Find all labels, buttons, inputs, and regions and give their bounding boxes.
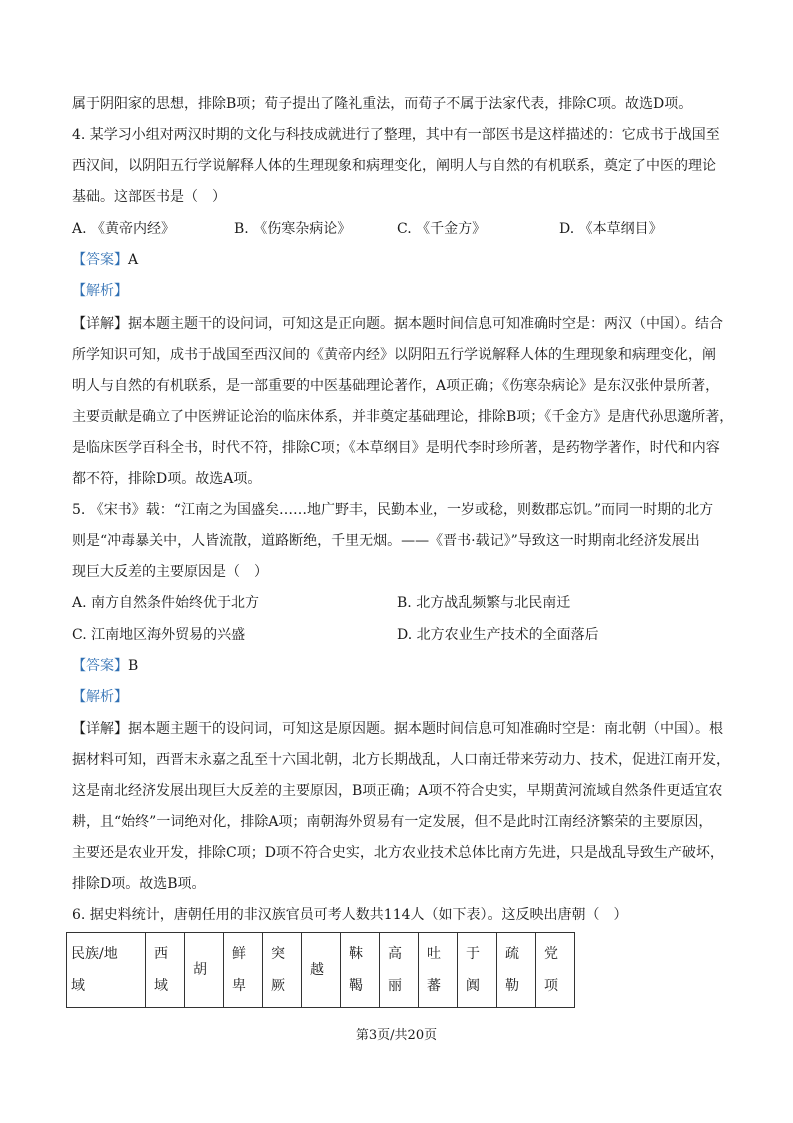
q5-detail-line-2: 据材料可知，西晋末永嘉之乱至十六国北朝，北方长期战乱，人口南迁带来劳动力、技术，促进江南开发， bbox=[72, 752, 730, 768]
cell-text: 阗 bbox=[466, 978, 480, 994]
q4-option-b: B. 《伤寒杂病论》 bbox=[234, 221, 352, 237]
detail-label: 【详解】 bbox=[72, 721, 128, 737]
continued-analysis-line: 属于阴阳家的思想，排除B项；荀子提出了隆礼重法，而荀子不属于法家代表，排除C项。故选D项。 bbox=[72, 96, 693, 112]
q4-detail-line-4: 主要贡献是确立了中医辨证论治的临床体系，并非奠定基础理论，排除B项；《千金方》是唐代孙思邈所著， bbox=[72, 409, 734, 425]
cell-text: 西 bbox=[154, 946, 168, 962]
table-header-cell bbox=[302, 933, 341, 1008]
q5-option-b: B. 北方战乱频繁与北民南迁 bbox=[397, 595, 571, 611]
cell-text: 鞨 bbox=[349, 978, 363, 994]
table-header-cell bbox=[341, 933, 380, 1008]
q4-analysis-label bbox=[72, 281, 128, 301]
cell-text: 于 bbox=[466, 946, 480, 962]
cell-text: 疏 bbox=[505, 946, 519, 962]
answer-label: 【答案】 bbox=[72, 658, 128, 674]
q5-stem-line-3: 现巨大反差的主要原因是（ ） bbox=[72, 564, 268, 580]
cell-text: 吐 bbox=[427, 946, 441, 962]
q4-detail-line-5: 是临床医学百科全书，时代不符，排除C项；《本草纲目》是明代李时珍所著，是药物学著作，时代和内容 bbox=[72, 440, 720, 456]
page-number-footer: 第3页/共20页 bbox=[355, 1028, 438, 1043]
cell-text: 域 bbox=[154, 978, 168, 994]
q5-analysis-label bbox=[72, 687, 128, 707]
cell-text: 卑 bbox=[232, 978, 246, 994]
cell-text: 胡 bbox=[193, 962, 207, 978]
table-header-cell bbox=[185, 933, 224, 1008]
detail-text: 据本题主题干的设问词，可知这是原因题。据本题时间信息可知准确时空是：南北朝（中国）。根 bbox=[128, 721, 723, 737]
q5-detail-line-5: 主要还是农业开发，排除C项；D项不符合史实，北方农业技术总体比南方先进，只是战乱导致生产破坏， bbox=[72, 845, 724, 861]
cell-text: 域 bbox=[71, 978, 85, 994]
cell-text: 突 bbox=[271, 946, 285, 962]
cell-text: 厥 bbox=[271, 978, 285, 994]
detail-label: 【详解】 bbox=[72, 316, 128, 332]
q5-answer bbox=[72, 656, 138, 676]
table-row bbox=[67, 933, 575, 1008]
cell-text: 蕃 bbox=[427, 978, 441, 994]
cell-text: 勒 bbox=[505, 978, 519, 994]
q5-detail-line-3: 这是南北经济发展出现巨大反差的主要原因，B项正确；A项不符合史实，早期黄河流域自然条件更适宜农 bbox=[72, 783, 723, 799]
table-header-cell bbox=[536, 933, 575, 1008]
cell-text: 靺 bbox=[349, 946, 363, 962]
table-header-cell bbox=[497, 933, 536, 1008]
table-header-cell bbox=[458, 933, 497, 1008]
q4-detail-line-1 bbox=[72, 314, 723, 334]
q4-option-c: C. 《千金方》 bbox=[397, 221, 487, 237]
cell-text: 高 bbox=[388, 946, 402, 962]
q5-option-d: D. 北方农业生产技术的全面落后 bbox=[397, 627, 599, 643]
table-header-cell bbox=[419, 933, 458, 1008]
q5-detail-line-4: 耕，且“始终”一词绝对化，排除A项；南朝海外贸易有一定发展，但不是此时江南经济繁荣的主要原因， bbox=[72, 814, 713, 830]
q4-stem-line-3: 基础。这部医书是（ ） bbox=[72, 189, 226, 205]
table-header-cell bbox=[146, 933, 185, 1008]
table-header-cell bbox=[224, 933, 263, 1008]
cell-text: 丽 bbox=[388, 978, 402, 994]
q5-detail-line-1 bbox=[72, 719, 723, 739]
q5-stem-line-1: 5. 《宋书》载：“江南之为国盛矣……地广野丰，民勤本业，一岁或稔，则数郡忘饥。”而同一时期的北方 bbox=[72, 502, 714, 518]
table-header-cell bbox=[67, 933, 146, 1008]
ethnic-officials-table bbox=[66, 932, 575, 1008]
cell-text: 鲜 bbox=[232, 946, 246, 962]
detail-text: 据本题主题干的设问词，可知这是正向题。据本题时间信息可知准确时空是：两汉（中国）。结合 bbox=[128, 316, 723, 332]
q4-stem-line-1: 4. 某学习小组对两汉时期的文化与科技成就进行了整理，其中有一部医书是这样描述的：它成书于战国至 bbox=[72, 127, 720, 143]
cell-text: 越 bbox=[310, 962, 324, 978]
answer-value: B bbox=[128, 658, 139, 674]
q5-stem-line-2: 则是“冲毒暴关中，人皆流散，道路断绝，千里无烟。——《晋书·载记》”导致这一时期南北经济发展出 bbox=[72, 533, 700, 549]
q4-option-a: A. 《黄帝内经》 bbox=[72, 221, 176, 237]
q4-detail-line-3: 明人与自然的有机联系，是一部重要的中医基础理论著作，A项正确；《伤寒杂病论》是东汉张仲景所著， bbox=[72, 378, 720, 394]
answer-value: A bbox=[128, 252, 139, 268]
q5-option-c: C. 江南地区海外贸易的兴盛 bbox=[72, 627, 246, 643]
analysis-label: 【解析】 bbox=[72, 283, 128, 299]
q4-stem-line-2: 西汉间，以阴阳五行学说解释人体的生理现象和病理变化，阐明人与自然的有机联系，奠定了中医的理论 bbox=[72, 158, 716, 174]
table-header-cell bbox=[263, 933, 302, 1008]
q4-option-d: D. 《本草纲目》 bbox=[559, 221, 663, 237]
q5-option-a: A. 南方自然条件始终优于北方 bbox=[72, 595, 260, 611]
cell-text: 项 bbox=[544, 978, 558, 994]
cell-text: 党 bbox=[544, 946, 558, 962]
analysis-label: 【解析】 bbox=[72, 689, 128, 705]
cell-text: 民族/地 bbox=[71, 946, 118, 962]
q6-stem: 6. 据史料统计，唐朝任用的非汉族官员可考人数共114人（如下表）。这反映出唐朝（ ） bbox=[72, 907, 628, 923]
q4-detail-line-6: 都不符，排除D项。故选A项。 bbox=[72, 471, 262, 487]
answer-label: 【答案】 bbox=[72, 252, 128, 268]
table-header-cell bbox=[380, 933, 419, 1008]
q4-detail-line-2: 所学知识可知，成书于战国至西汉间的《黄帝内经》以阴阳五行学说解释人体的生理现象和病理变化，阐 bbox=[72, 347, 716, 363]
q4-answer bbox=[72, 250, 138, 270]
q5-detail-line-6: 排除D项。故选B项。 bbox=[72, 876, 206, 892]
